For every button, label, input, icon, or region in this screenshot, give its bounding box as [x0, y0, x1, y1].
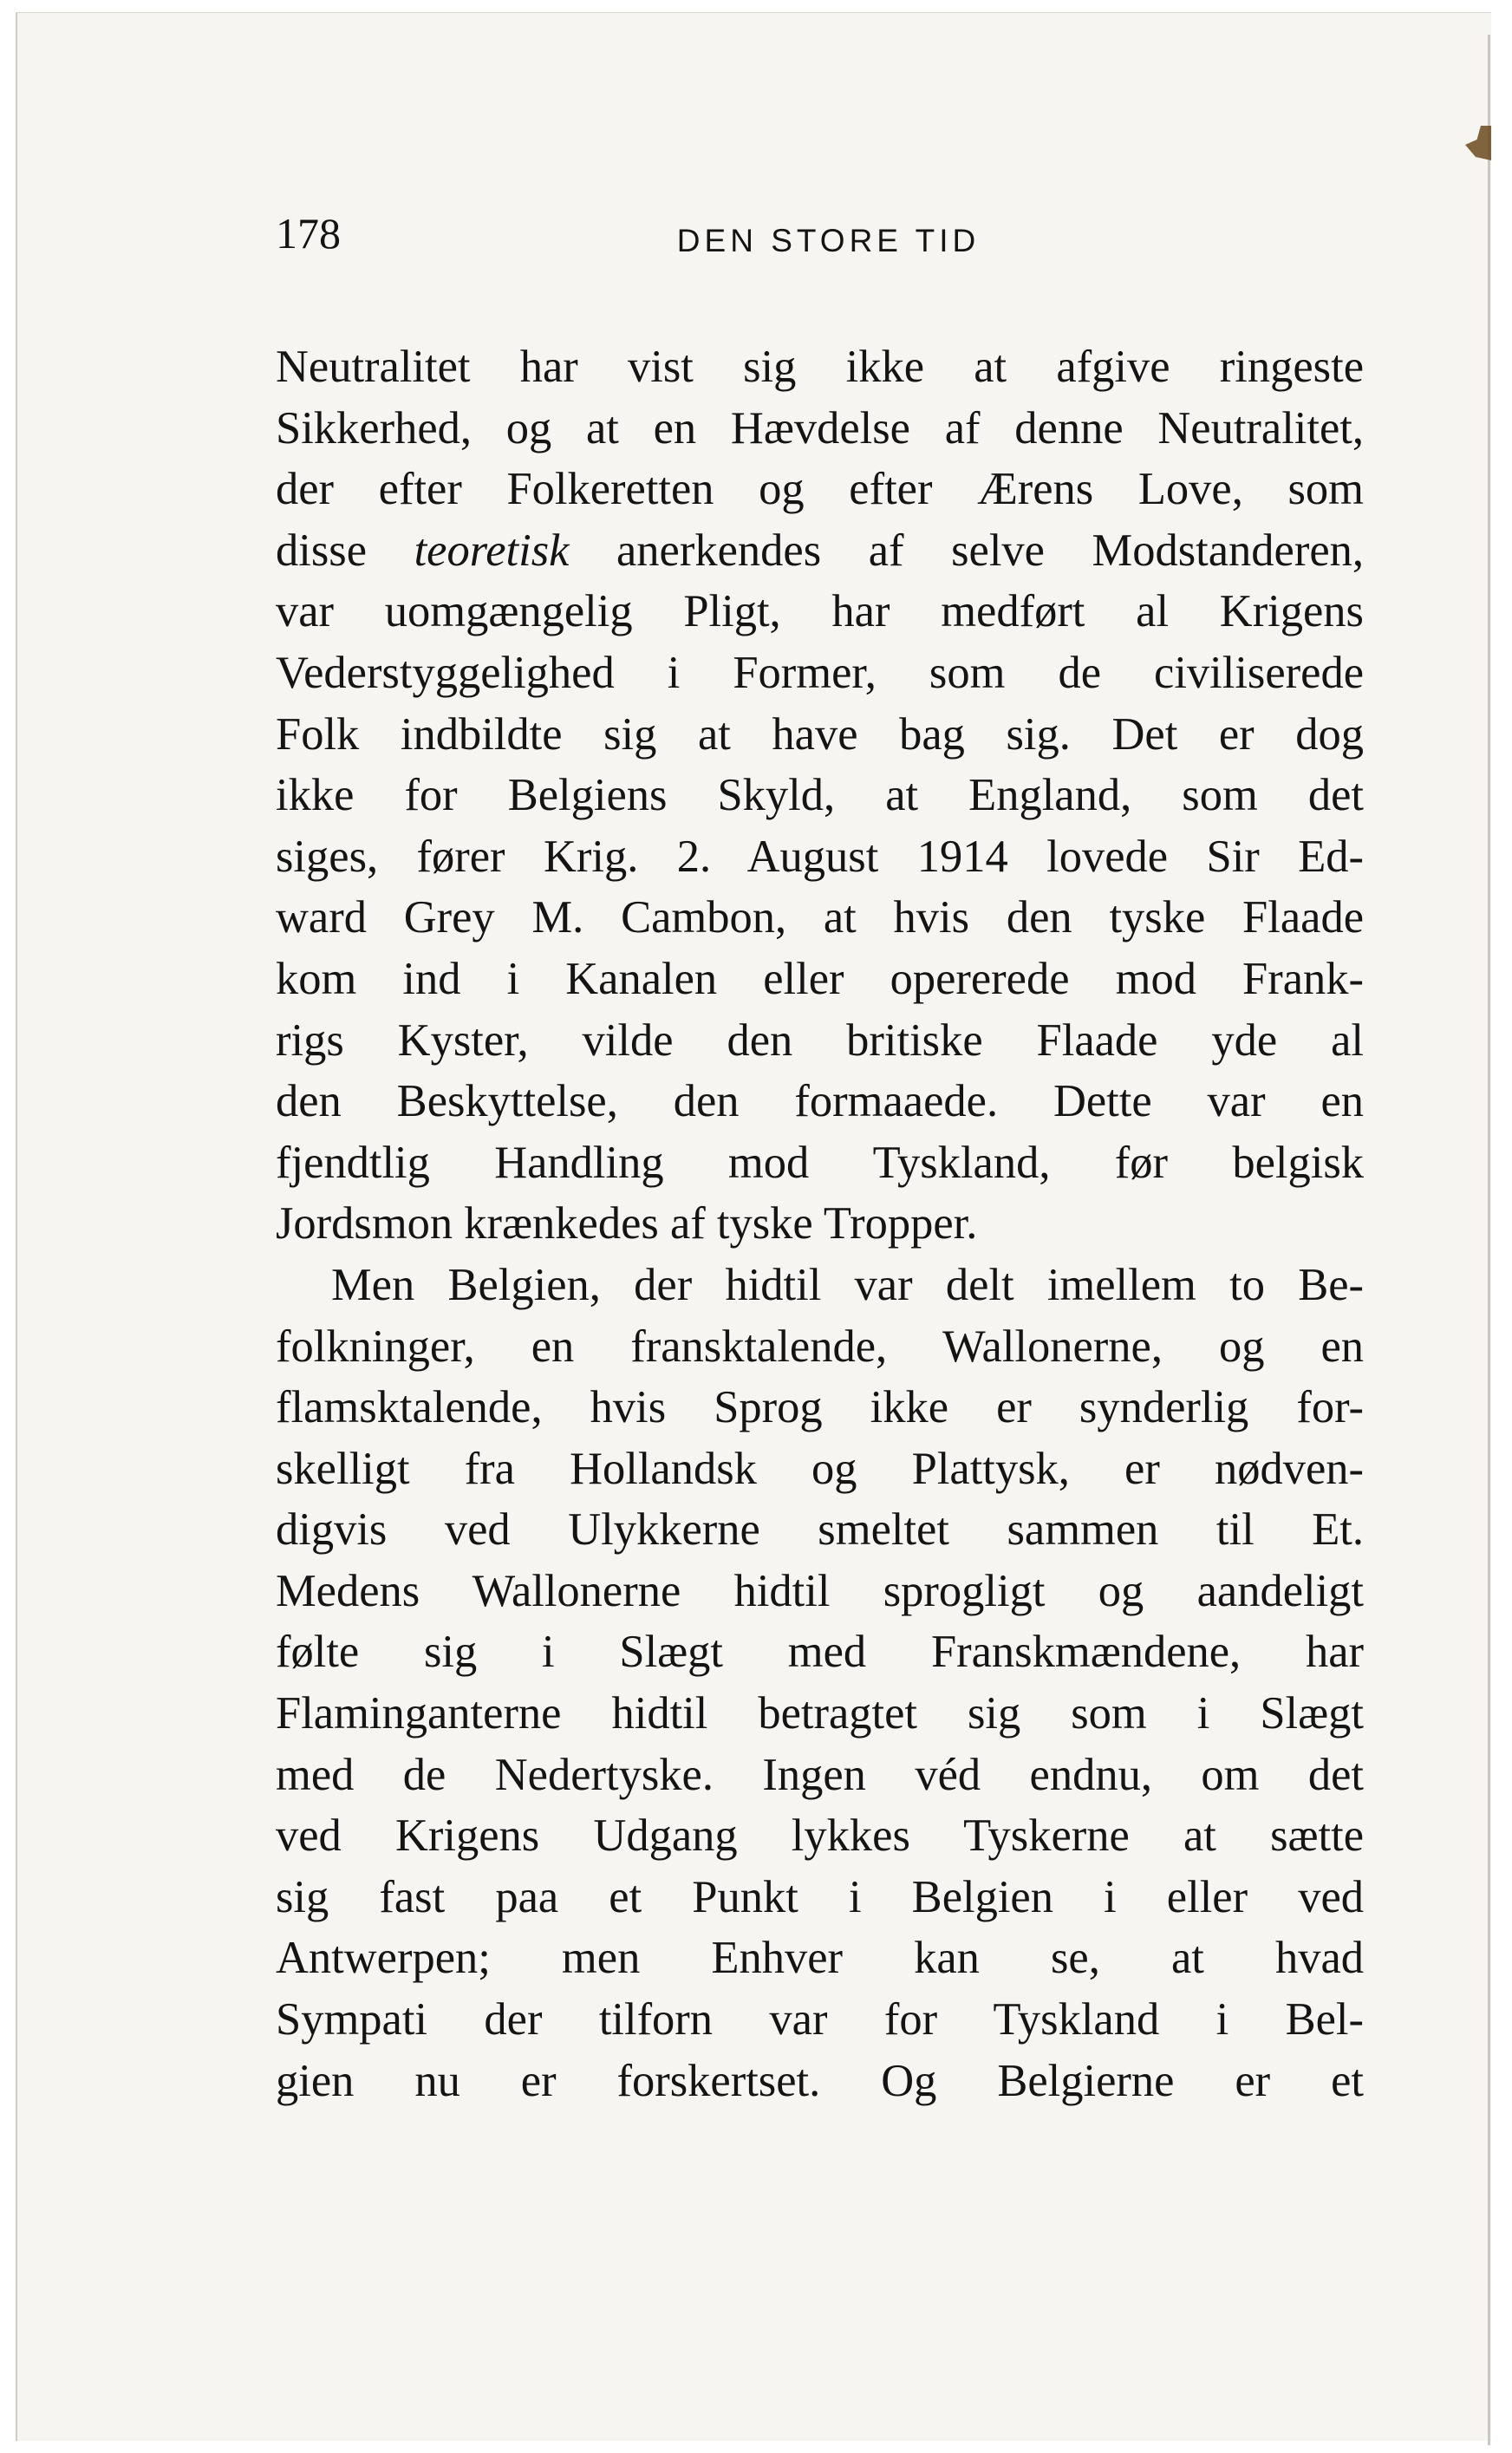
running-title: DEN STORE TID — [676, 223, 981, 258]
text-line: skelligt fra Hollandsk og Plattysk, er nødven- — [276, 1443, 1364, 1494]
text-line: Folk indbildte sig at have bag sig. Det er dog — [276, 708, 1364, 760]
text-line — [276, 520, 1364, 582]
text-line: Sympati der tilforn var for Tyskland i Bel- — [276, 1994, 1364, 2045]
text-line: den Beskyttelse, den formaaede. Dette var en — [276, 1076, 1364, 1127]
text-line: folkninger, en fransktalende, Wallonerne, og en — [276, 1321, 1364, 1372]
paragraph-start-line: Men Belgien, der hidtil var delt imellem to Be- — [331, 1259, 1364, 1310]
text-line: der efter Folkeretten og efter Ærens Love, som — [276, 464, 1364, 515]
text-line: ved Krigens Udgang lykkes Tyskerne at sætte — [276, 1810, 1364, 1862]
paragraph-end-line: Jordsmon krænkedes af tyske Tropper. — [276, 1198, 978, 1249]
book-page — [276, 206, 1364, 2111]
text-run: disse — [276, 525, 414, 576]
page-number: 178 — [276, 209, 341, 258]
body-text — [276, 336, 1364, 2111]
text-line: kom ind i Kanalen eller opererede mod Frank- — [276, 953, 1364, 1004]
text-line: Flaminganterne hidtil betragtet sig som i Slægt — [276, 1688, 1364, 1739]
text-line: siges, fører Krig. 2. August 1914 lovede Sir Ed- — [276, 831, 1364, 882]
text-line: var uomgængelig Pligt, har medført al Krigens — [276, 586, 1364, 637]
text-line: følte sig i Slægt med Franskmændene, har — [276, 1627, 1364, 1678]
text-line: ward Grey M. Cambon, at hvis den tyske Flaade — [276, 892, 1364, 943]
text-line: Vederstyggelighed i Former, som de civiliserede — [276, 647, 1364, 698]
running-head — [276, 206, 1364, 267]
text-line: sig fast paa et Punkt i Belgien i eller ved — [276, 1871, 1364, 1922]
text-line: gien nu er forskertset. Og Belgierne er et — [276, 2055, 1364, 2106]
text-line: Medens Wallonerne hidtil sprogligt og aandeligt — [276, 1565, 1364, 1616]
sheet-edge — [1488, 35, 1490, 2445]
text-line: rigs Kyster, vilde den britiske Flaade yde al — [276, 1014, 1364, 1066]
text-line: fjendtlig Handling mod Tyskland, før belgisk — [276, 1137, 1364, 1188]
italic-word: teoretisk — [414, 525, 570, 576]
text-line: med de Nedertyske. Ingen véd endnu, om det — [276, 1749, 1364, 1800]
text-line: flamsktalende, hvis Sprog ikke er synderlig for- — [276, 1382, 1364, 1433]
text-line: Antwerpen; men Enhver kan se, at hvad — [276, 1933, 1364, 1984]
text-line: Neutralitet har vist sig ikke at afgive ringeste — [276, 342, 1364, 392]
text-line: digvis ved Ulykkerne smeltet sammen til Et. — [276, 1504, 1364, 1556]
text-run: anerkendes af selve Modstanderen, — [569, 525, 1364, 576]
text-line: ikke for Belgiens Skyld, at England, som det — [276, 770, 1364, 821]
text-line: Sikkerhed, og at en Hævdelse af denne Neutralitet, — [276, 402, 1364, 453]
